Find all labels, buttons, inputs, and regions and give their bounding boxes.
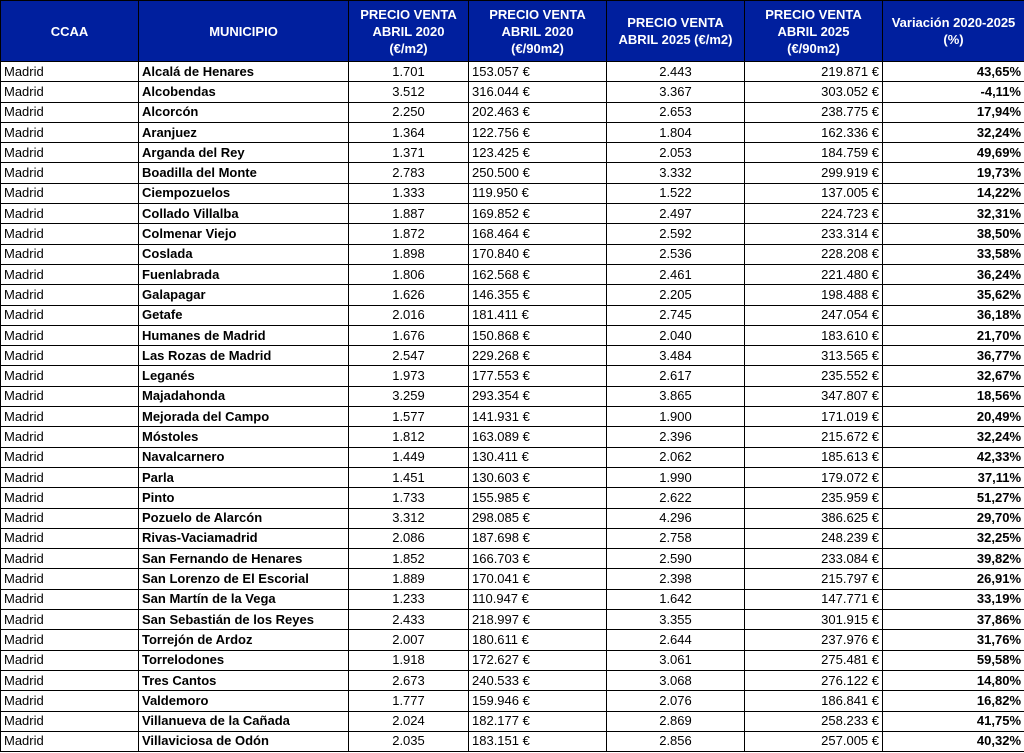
cell-price-2025-m2: 3.865 [607,386,745,406]
cell-price-2020-90m2: 202.463 € [469,102,607,122]
cell-price-2025-m2: 1.900 [607,407,745,427]
cell-price-2020-m2: 1.676 [349,325,469,345]
table-row [1,183,1024,203]
table-row [1,610,1024,630]
cell-price-2025-m2: 1.804 [607,122,745,142]
cell-price-2020-m2: 3.259 [349,386,469,406]
cell-ccaa: Madrid [1,305,139,325]
cell-municipio: San Fernando de Henares [139,549,349,569]
cell-price-2025-90m2: 186.841 € [745,691,883,711]
cell-price-2020-90m2: 316.044 € [469,82,607,102]
cell-price-2025-m2: 2.644 [607,630,745,650]
cell-price-2025-m2: 2.653 [607,102,745,122]
table-row [1,122,1024,142]
table-row [1,264,1024,284]
cell-price-2020-m2: 1.872 [349,224,469,244]
cell-ccaa: Madrid [1,670,139,690]
table-row [1,447,1024,467]
cell-price-2020-m2: 2.016 [349,305,469,325]
table-row [1,366,1024,386]
cell-variation: 38,50% [883,224,1024,244]
cell-variation: 32,67% [883,366,1024,386]
cell-price-2020-90m2: 163.089 € [469,427,607,447]
cell-municipio: Navalcarnero [139,447,349,467]
header-price-2020-90m2: PRECIO VENTA ABRIL 2020 (€/90m2) [469,1,607,62]
cell-price-2025-m2: 2.205 [607,285,745,305]
cell-ccaa: Madrid [1,204,139,224]
cell-price-2020-90m2: 153.057 € [469,62,607,82]
cell-price-2020-m2: 1.451 [349,467,469,487]
cell-municipio: Aranjuez [139,122,349,142]
cell-price-2025-90m2: 248.239 € [745,528,883,548]
cell-price-2020-90m2: 168.464 € [469,224,607,244]
cell-price-2020-90m2: 150.868 € [469,325,607,345]
cell-price-2025-90m2: 215.672 € [745,427,883,447]
cell-variation: 36,24% [883,264,1024,284]
cell-price-2025-90m2: 233.314 € [745,224,883,244]
cell-variation: 36,18% [883,305,1024,325]
cell-ccaa: Madrid [1,122,139,142]
cell-price-2020-m2: 1.806 [349,264,469,284]
cell-municipio: San Lorenzo de El Escorial [139,569,349,589]
cell-ccaa: Madrid [1,244,139,264]
cell-price-2020-90m2: 187.698 € [469,528,607,548]
cell-municipio: Majadahonda [139,386,349,406]
cell-price-2025-m2: 1.642 [607,589,745,609]
cell-price-2020-m2: 1.889 [349,569,469,589]
cell-price-2025-m2: 2.590 [607,549,745,569]
cell-price-2020-m2: 1.577 [349,407,469,427]
table-row [1,285,1024,305]
cell-variation: 37,86% [883,610,1024,630]
cell-variation: 49,69% [883,143,1024,163]
cell-municipio: Las Rozas de Madrid [139,346,349,366]
cell-ccaa: Madrid [1,731,139,751]
cell-price-2020-90m2: 182.177 € [469,711,607,731]
cell-price-2020-m2: 2.250 [349,102,469,122]
cell-price-2025-90m2: 275.481 € [745,650,883,670]
cell-price-2025-90m2: 215.797 € [745,569,883,589]
cell-price-2025-90m2: 224.723 € [745,204,883,224]
cell-price-2025-m2: 3.367 [607,82,745,102]
cell-ccaa: Madrid [1,62,139,82]
cell-municipio: Alcalá de Henares [139,62,349,82]
cell-variation: 31,76% [883,630,1024,650]
cell-municipio: Pozuelo de Alarcón [139,508,349,528]
cell-ccaa: Madrid [1,549,139,569]
cell-ccaa: Madrid [1,366,139,386]
table-row [1,325,1024,345]
cell-variation: 36,77% [883,346,1024,366]
cell-price-2020-m2: 2.024 [349,711,469,731]
cell-variation: 33,19% [883,589,1024,609]
table-row [1,670,1024,690]
cell-ccaa: Madrid [1,711,139,731]
table-row [1,244,1024,264]
cell-ccaa: Madrid [1,488,139,508]
cell-price-2020-m2: 1.973 [349,366,469,386]
cell-price-2025-m2: 3.332 [607,163,745,183]
cell-price-2025-m2: 2.869 [607,711,745,731]
cell-variation: 43,65% [883,62,1024,82]
header-price-2025-m2: PRECIO VENTA ABRIL 2025 (€/m2) [607,1,745,62]
table-row [1,569,1024,589]
cell-municipio: Alcorcón [139,102,349,122]
cell-price-2020-90m2: 122.756 € [469,122,607,142]
cell-municipio: Torrejón de Ardoz [139,630,349,650]
cell-ccaa: Madrid [1,102,139,122]
cell-ccaa: Madrid [1,143,139,163]
cell-price-2025-m2: 2.856 [607,731,745,751]
table-row [1,82,1024,102]
cell-price-2025-90m2: 221.480 € [745,264,883,284]
cell-ccaa: Madrid [1,163,139,183]
table-row [1,346,1024,366]
cell-price-2025-90m2: 184.759 € [745,143,883,163]
cell-price-2025-90m2: 247.054 € [745,305,883,325]
cell-price-2025-90m2: 299.919 € [745,163,883,183]
cell-variation: 37,11% [883,467,1024,487]
cell-ccaa: Madrid [1,528,139,548]
cell-municipio: Rivas-Vaciamadrid [139,528,349,548]
cell-price-2020-m2: 2.783 [349,163,469,183]
table-row [1,427,1024,447]
cell-municipio: Fuenlabrada [139,264,349,284]
cell-price-2020-m2: 1.812 [349,427,469,447]
cell-price-2020-m2: 1.626 [349,285,469,305]
cell-price-2020-90m2: 162.568 € [469,264,607,284]
cell-price-2020-m2: 1.333 [349,183,469,203]
cell-price-2020-m2: 1.898 [349,244,469,264]
cell-variation: -4,11% [883,82,1024,102]
table-row [1,102,1024,122]
table-row [1,731,1024,751]
cell-price-2020-m2: 3.312 [349,508,469,528]
cell-price-2025-m2: 1.990 [607,467,745,487]
cell-ccaa: Madrid [1,630,139,650]
cell-price-2020-90m2: 123.425 € [469,143,607,163]
cell-municipio: Leganés [139,366,349,386]
cell-municipio: Villanueva de la Cañada [139,711,349,731]
cell-price-2025-90m2: 233.084 € [745,549,883,569]
cell-variation: 33,58% [883,244,1024,264]
cell-price-2025-90m2: 276.122 € [745,670,883,690]
header-price-2020-m2: PRECIO VENTA ABRIL 2020 (€/m2) [349,1,469,62]
cell-variation: 42,33% [883,447,1024,467]
cell-ccaa: Madrid [1,508,139,528]
cell-ccaa: Madrid [1,82,139,102]
cell-municipio: Coslada [139,244,349,264]
cell-price-2025-90m2: 347.807 € [745,386,883,406]
cell-price-2020-90m2: 218.997 € [469,610,607,630]
cell-price-2025-m2: 2.398 [607,569,745,589]
table-row [1,711,1024,731]
cell-price-2025-90m2: 137.005 € [745,183,883,203]
cell-variation: 26,91% [883,569,1024,589]
cell-price-2020-m2: 1.733 [349,488,469,508]
cell-price-2025-90m2: 235.552 € [745,366,883,386]
cell-price-2020-m2: 1.918 [349,650,469,670]
header-municipio: MUNICIPIO [139,1,349,62]
cell-variation: 32,24% [883,122,1024,142]
table-row [1,386,1024,406]
cell-ccaa: Madrid [1,264,139,284]
cell-price-2025-90m2: 147.771 € [745,589,883,609]
cell-price-2025-m2: 2.461 [607,264,745,284]
cell-price-2020-90m2: 130.603 € [469,467,607,487]
cell-price-2025-90m2: 183.610 € [745,325,883,345]
cell-price-2020-m2: 1.233 [349,589,469,609]
cell-ccaa: Madrid [1,467,139,487]
cell-municipio: Collado Villalba [139,204,349,224]
cell-price-2020-m2: 2.035 [349,731,469,751]
cell-ccaa: Madrid [1,589,139,609]
cell-variation: 40,32% [883,731,1024,751]
cell-price-2020-90m2: 229.268 € [469,346,607,366]
cell-municipio: Humanes de Madrid [139,325,349,345]
cell-price-2025-90m2: 258.233 € [745,711,883,731]
cell-price-2025-m2: 3.068 [607,670,745,690]
cell-price-2025-m2: 2.396 [607,427,745,447]
cell-ccaa: Madrid [1,610,139,630]
cell-municipio: Ciempozuelos [139,183,349,203]
cell-price-2025-90m2: 219.871 € [745,62,883,82]
cell-price-2020-m2: 2.086 [349,528,469,548]
cell-price-2020-90m2: 169.852 € [469,204,607,224]
cell-price-2020-m2: 1.701 [349,62,469,82]
cell-price-2020-m2: 1.777 [349,691,469,711]
cell-price-2025-m2: 2.758 [607,528,745,548]
cell-municipio: Pinto [139,488,349,508]
header-row [1,1,1024,62]
table-row [1,691,1024,711]
table-row [1,508,1024,528]
header-price-2025-90m2: PRECIO VENTA ABRIL 2025 (€/90m2) [745,1,883,62]
cell-price-2025-m2: 4.296 [607,508,745,528]
cell-price-2020-90m2: 166.703 € [469,549,607,569]
cell-price-2025-90m2: 171.019 € [745,407,883,427]
cell-municipio: Galapagar [139,285,349,305]
cell-variation: 21,70% [883,325,1024,345]
cell-municipio: Arganda del Rey [139,143,349,163]
cell-price-2020-m2: 1.449 [349,447,469,467]
cell-price-2020-m2: 3.512 [349,82,469,102]
cell-ccaa: Madrid [1,691,139,711]
cell-price-2025-m2: 2.443 [607,62,745,82]
cell-price-2020-90m2: 240.533 € [469,670,607,690]
cell-price-2025-90m2: 179.072 € [745,467,883,487]
cell-price-2025-90m2: 257.005 € [745,731,883,751]
cell-ccaa: Madrid [1,346,139,366]
table-row [1,143,1024,163]
cell-municipio: San Martín de la Vega [139,589,349,609]
cell-ccaa: Madrid [1,183,139,203]
cell-ccaa: Madrid [1,285,139,305]
cell-ccaa: Madrid [1,447,139,467]
cell-variation: 32,31% [883,204,1024,224]
cell-price-2025-90m2: 238.775 € [745,102,883,122]
cell-municipio: Colmenar Viejo [139,224,349,244]
cell-municipio: Villaviciosa de Odón [139,731,349,751]
cell-price-2025-m2: 2.040 [607,325,745,345]
cell-municipio: Getafe [139,305,349,325]
cell-price-2020-90m2: 298.085 € [469,508,607,528]
cell-price-2025-m2: 2.622 [607,488,745,508]
cell-price-2025-m2: 2.617 [607,366,745,386]
table-row [1,630,1024,650]
cell-price-2025-90m2: 301.915 € [745,610,883,630]
table-row [1,62,1024,82]
cell-price-2025-m2: 3.355 [607,610,745,630]
cell-price-2025-90m2: 228.208 € [745,244,883,264]
cell-price-2020-90m2: 170.840 € [469,244,607,264]
cell-municipio: Boadilla del Monte [139,163,349,183]
table-header [1,1,1024,62]
cell-price-2025-m2: 3.061 [607,650,745,670]
cell-price-2020-90m2: 180.611 € [469,630,607,650]
header-variation: Variación 2020-2025 (%) [883,1,1024,62]
cell-price-2025-90m2: 386.625 € [745,508,883,528]
table-row [1,589,1024,609]
cell-price-2020-90m2: 177.553 € [469,366,607,386]
cell-price-2020-m2: 1.887 [349,204,469,224]
cell-price-2020-90m2: 110.947 € [469,589,607,609]
cell-variation: 32,24% [883,427,1024,447]
cell-variation: 19,73% [883,163,1024,183]
cell-price-2020-90m2: 172.627 € [469,650,607,670]
cell-price-2020-90m2: 250.500 € [469,163,607,183]
cell-price-2025-m2: 2.062 [607,447,745,467]
cell-price-2020-90m2: 170.041 € [469,569,607,589]
cell-price-2020-90m2: 155.985 € [469,488,607,508]
cell-price-2025-90m2: 237.976 € [745,630,883,650]
cell-price-2025-90m2: 162.336 € [745,122,883,142]
cell-price-2020-90m2: 119.950 € [469,183,607,203]
table-row [1,488,1024,508]
cell-price-2025-m2: 2.497 [607,204,745,224]
cell-ccaa: Madrid [1,650,139,670]
cell-municipio: Móstoles [139,427,349,447]
cell-price-2025-m2: 2.053 [607,143,745,163]
cell-price-2020-m2: 2.007 [349,630,469,650]
cell-price-2025-m2: 2.745 [607,305,745,325]
cell-price-2020-m2: 2.547 [349,346,469,366]
cell-variation: 20,49% [883,407,1024,427]
cell-price-2025-m2: 2.592 [607,224,745,244]
cell-variation: 17,94% [883,102,1024,122]
cell-price-2020-90m2: 159.946 € [469,691,607,711]
cell-price-2020-90m2: 141.931 € [469,407,607,427]
cell-ccaa: Madrid [1,427,139,447]
table-row [1,467,1024,487]
cell-variation: 39,82% [883,549,1024,569]
cell-ccaa: Madrid [1,569,139,589]
table-row [1,224,1024,244]
cell-price-2025-m2: 2.536 [607,244,745,264]
cell-price-2025-90m2: 303.052 € [745,82,883,102]
cell-price-2025-m2: 3.484 [607,346,745,366]
cell-ccaa: Madrid [1,325,139,345]
cell-ccaa: Madrid [1,224,139,244]
cell-variation: 29,70% [883,508,1024,528]
table-row [1,305,1024,325]
cell-variation: 41,75% [883,711,1024,731]
cell-municipio: Valdemoro [139,691,349,711]
table-row [1,528,1024,548]
cell-municipio: Torrelodones [139,650,349,670]
cell-ccaa: Madrid [1,407,139,427]
cell-price-2020-90m2: 183.151 € [469,731,607,751]
cell-price-2025-90m2: 313.565 € [745,346,883,366]
cell-municipio: San Sebastián de los Reyes [139,610,349,630]
cell-variation: 14,22% [883,183,1024,203]
cell-price-2025-90m2: 185.613 € [745,447,883,467]
cell-variation: 14,80% [883,670,1024,690]
cell-price-2020-m2: 2.673 [349,670,469,690]
cell-price-2020-90m2: 181.411 € [469,305,607,325]
cell-price-2020-m2: 1.371 [349,143,469,163]
header-ccaa: CCAA [1,1,139,62]
cell-municipio: Alcobendas [139,82,349,102]
cell-price-2025-m2: 1.522 [607,183,745,203]
table-row [1,549,1024,569]
cell-price-2020-90m2: 293.354 € [469,386,607,406]
cell-variation: 35,62% [883,285,1024,305]
cell-price-2020-90m2: 130.411 € [469,447,607,467]
cell-price-2020-m2: 1.852 [349,549,469,569]
cell-variation: 18,56% [883,386,1024,406]
cell-ccaa: Madrid [1,386,139,406]
cell-price-2025-m2: 2.076 [607,691,745,711]
cell-municipio: Mejorada del Campo [139,407,349,427]
table-row [1,204,1024,224]
cell-variation: 16,82% [883,691,1024,711]
cell-price-2025-90m2: 235.959 € [745,488,883,508]
cell-municipio: Parla [139,467,349,487]
table-row [1,163,1024,183]
table-row [1,650,1024,670]
table-row [1,407,1024,427]
cell-municipio: Tres Cantos [139,670,349,690]
cell-price-2020-90m2: 146.355 € [469,285,607,305]
cell-variation: 32,25% [883,528,1024,548]
cell-price-2025-90m2: 198.488 € [745,285,883,305]
cell-price-2020-m2: 1.364 [349,122,469,142]
cell-variation: 51,27% [883,488,1024,508]
cell-variation: 59,58% [883,650,1024,670]
cell-price-2020-m2: 2.433 [349,610,469,630]
table-body [1,62,1024,752]
